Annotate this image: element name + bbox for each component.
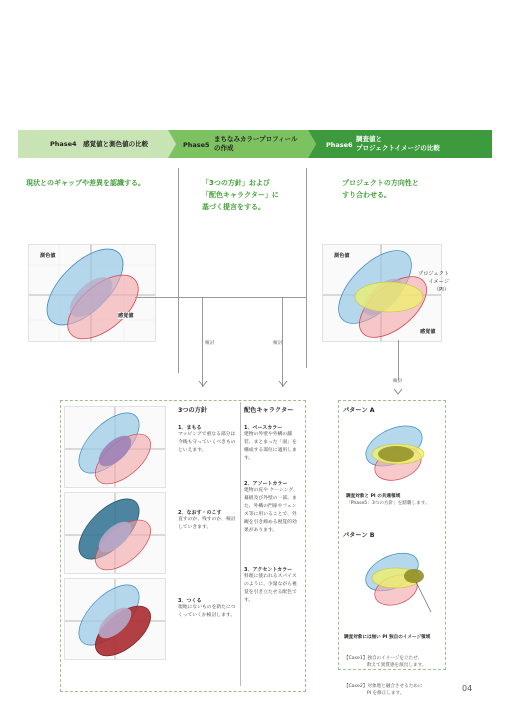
kento-label-3: 検討 bbox=[393, 379, 403, 384]
label-sokushoku-2: 測色値 bbox=[334, 253, 350, 259]
policy-title: 3つの方針 bbox=[178, 407, 208, 414]
character-item-text: 建物の庇や ケーシング、幕板及び外壁の一部。また、外構の門扉やフェンス等に用いることで、外観を引き締める視覚的効果があります。 bbox=[244, 488, 298, 533]
policy-diagram-3-svg bbox=[65, 579, 165, 659]
policy-diagram-3 bbox=[64, 578, 166, 660]
policy-item-text: 現地にないものを新たにつくっていくか検討します。 bbox=[178, 605, 236, 618]
character-item-3 bbox=[244, 566, 300, 605]
policy-item-title: 3．つくる bbox=[178, 598, 202, 604]
col-head-phase6: プロジェクトの方向性と すり合わせる。 bbox=[342, 179, 419, 199]
pattern-a-text bbox=[346, 493, 442, 507]
policy-divider bbox=[240, 402, 241, 686]
pattern-a-title: パターン A bbox=[343, 407, 375, 414]
phase5-num: Phase5 bbox=[183, 141, 210, 149]
col-head-phase4: 現状とのギャップや差異を認識する。 bbox=[26, 179, 145, 187]
policy-item-title: 2．なおす・のこす bbox=[178, 510, 222, 516]
pattern-b-text bbox=[344, 620, 454, 704]
connector-phase6 bbox=[398, 340, 399, 380]
label-kankaku: 感覚値 bbox=[118, 313, 134, 319]
character-item-title: 1．ベースカラー bbox=[244, 425, 283, 431]
policy-diagram-1-svg bbox=[65, 407, 165, 487]
connector-vertical-left bbox=[202, 297, 203, 387]
label-kankaku-2: 感覚値 bbox=[420, 329, 436, 335]
pattern-b-diagram bbox=[356, 542, 436, 614]
policy-item-text: 直すのか、残すのか、検討していきます。 bbox=[178, 517, 236, 530]
phase6-title: 調査値と プロジェクトイメージの比較 bbox=[356, 135, 440, 152]
character-item-1 bbox=[244, 424, 300, 463]
policy-item-2 bbox=[178, 509, 238, 532]
pattern-b-case2: 【Case2】対象地と融合させるために PI を修正します。 bbox=[344, 684, 423, 696]
character-item-text: 建物の外壁や外構の舗装、まとまった「面」を構成する部位に適用します。 bbox=[244, 432, 297, 461]
phase4-label bbox=[50, 140, 148, 149]
kento-label-1: 検討 bbox=[205, 341, 215, 346]
policy-item-1 bbox=[178, 424, 238, 455]
pattern-a-text-bold: 調査対象と PI の共通領域 bbox=[346, 494, 401, 499]
phase4-title: 感覚値と測色値の比較 bbox=[83, 140, 149, 148]
policy-diagram-2-svg bbox=[65, 493, 165, 573]
pattern-a-svg bbox=[356, 416, 436, 488]
label-sokushoku: 測色値 bbox=[40, 253, 56, 259]
character-item-title: 3．アクセントカラー bbox=[244, 567, 293, 573]
policy-item-3 bbox=[178, 597, 238, 620]
divider-phase5-left bbox=[178, 168, 179, 373]
arrow-down-icon bbox=[278, 380, 288, 388]
character-item-2 bbox=[244, 480, 300, 535]
policy-item-text: マッピングで重なる部分は今後も守っていくべきものといえます。 bbox=[178, 432, 236, 453]
phase5-title: まちなみカラープロフィール の作成 bbox=[214, 135, 298, 152]
character-item-text: 料理に使われるスパイスのように、少量ながら視覚を引き立たせる配色です。 bbox=[244, 574, 297, 603]
policy-diagram-2 bbox=[64, 492, 166, 574]
pattern-a-text-body: 「Phase5：3つの方針」を踏襲します。 bbox=[346, 501, 430, 506]
arrow-down-icon bbox=[393, 388, 403, 396]
pattern-b-text-bold: 調査対象には無い PI 独自のイメージ領域 bbox=[344, 635, 431, 640]
divider-phase5-right bbox=[306, 168, 307, 368]
policy-item-title: 1．まもる bbox=[178, 425, 202, 431]
pattern-b-case1: 【Case1】独自のイメージを立たせ、 飲えて異質感を演出します。 bbox=[344, 656, 427, 668]
label-project-image: プロジェクト イメージ （PI） bbox=[418, 271, 450, 293]
character-item-title: 2．アソートカラー bbox=[244, 481, 288, 487]
arrow-down-icon bbox=[198, 380, 208, 388]
pattern-b-svg bbox=[356, 542, 436, 614]
phase4-num: Phase4 bbox=[50, 140, 77, 148]
policy-diagram-1 bbox=[64, 406, 166, 488]
kento-label-2: 検討 bbox=[273, 341, 283, 346]
pattern-a-diagram bbox=[356, 416, 436, 488]
phase6-num: Phase6 bbox=[326, 141, 353, 149]
phase4-chart-svg bbox=[29, 245, 155, 341]
page-number: 04 bbox=[462, 684, 473, 693]
pattern-b-title: パターン B bbox=[343, 532, 375, 539]
col-head-phase5: 「3つの方針」および 「配色キャラクター」に 基づく提言をする。 bbox=[202, 179, 279, 211]
character-title: 配色キャラクター bbox=[244, 407, 294, 414]
